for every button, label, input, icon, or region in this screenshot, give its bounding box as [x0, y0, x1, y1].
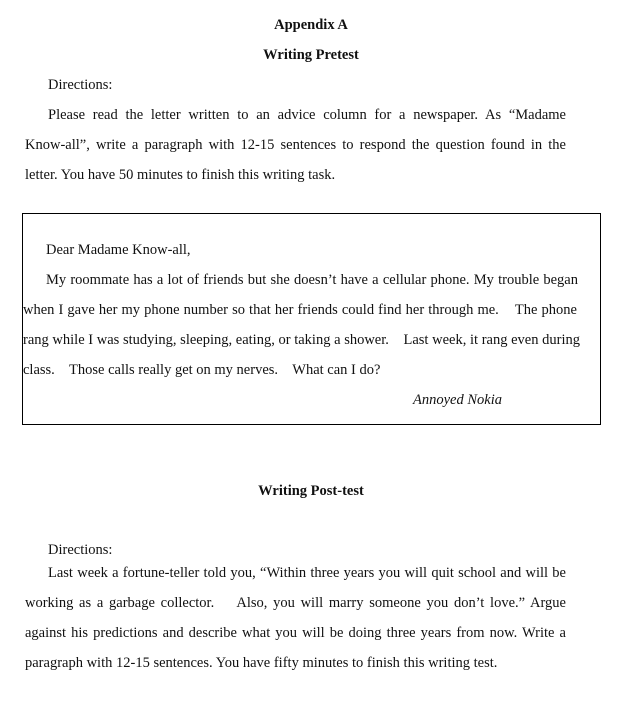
pretest-directions-label: Directions:	[48, 77, 113, 93]
letter-body-line: rang while I was studying, sleeping, eating, or taking a shower. Last week, it rang even during	[23, 332, 580, 348]
letter-salutation: Dear Madame Know-all,	[46, 242, 191, 258]
posttest-title: Writing Post-test	[258, 483, 364, 499]
letter-body-line: class. Those calls really get on my nerves. What can I do?	[23, 362, 381, 378]
pretest-instruction-line: Please read the letter written to an advice column for a newspaper. As “Madame	[48, 107, 566, 123]
posttest-instruction-line: against his predictions and describe what you will be doing three years from now. Write a	[25, 625, 566, 641]
posttest-instruction-line: Last week a fortune-teller told you, “Within three years you will quit school and will be	[48, 565, 566, 581]
posttest-instruction-line: paragraph with 12-15 sentences. You have fifty minutes to finish this writing test.	[25, 655, 498, 671]
pretest-instruction-line: letter. You have 50 minutes to finish this writing task.	[25, 167, 336, 183]
appendix-title: Appendix A	[274, 17, 348, 33]
letter-body-line: My roommate has a lot of friends but she doesn’t have a cellular phone. My trouble began	[46, 272, 578, 288]
letter-body-line: when I gave her my phone number so that her friends could find her through me. The phone	[23, 302, 577, 318]
posttest-instruction-line: working as a garbage collector. Also, you will marry someone you don’t love.” Argue	[25, 595, 566, 611]
letter-signature: Annoyed Nokia	[413, 392, 502, 408]
pretest-instruction-line: Know-all”, write a paragraph with 12-15 sentences to respond the question found in the	[25, 137, 566, 153]
posttest-directions-label: Directions:	[48, 542, 113, 558]
pretest-title: Writing Pretest	[263, 47, 359, 63]
